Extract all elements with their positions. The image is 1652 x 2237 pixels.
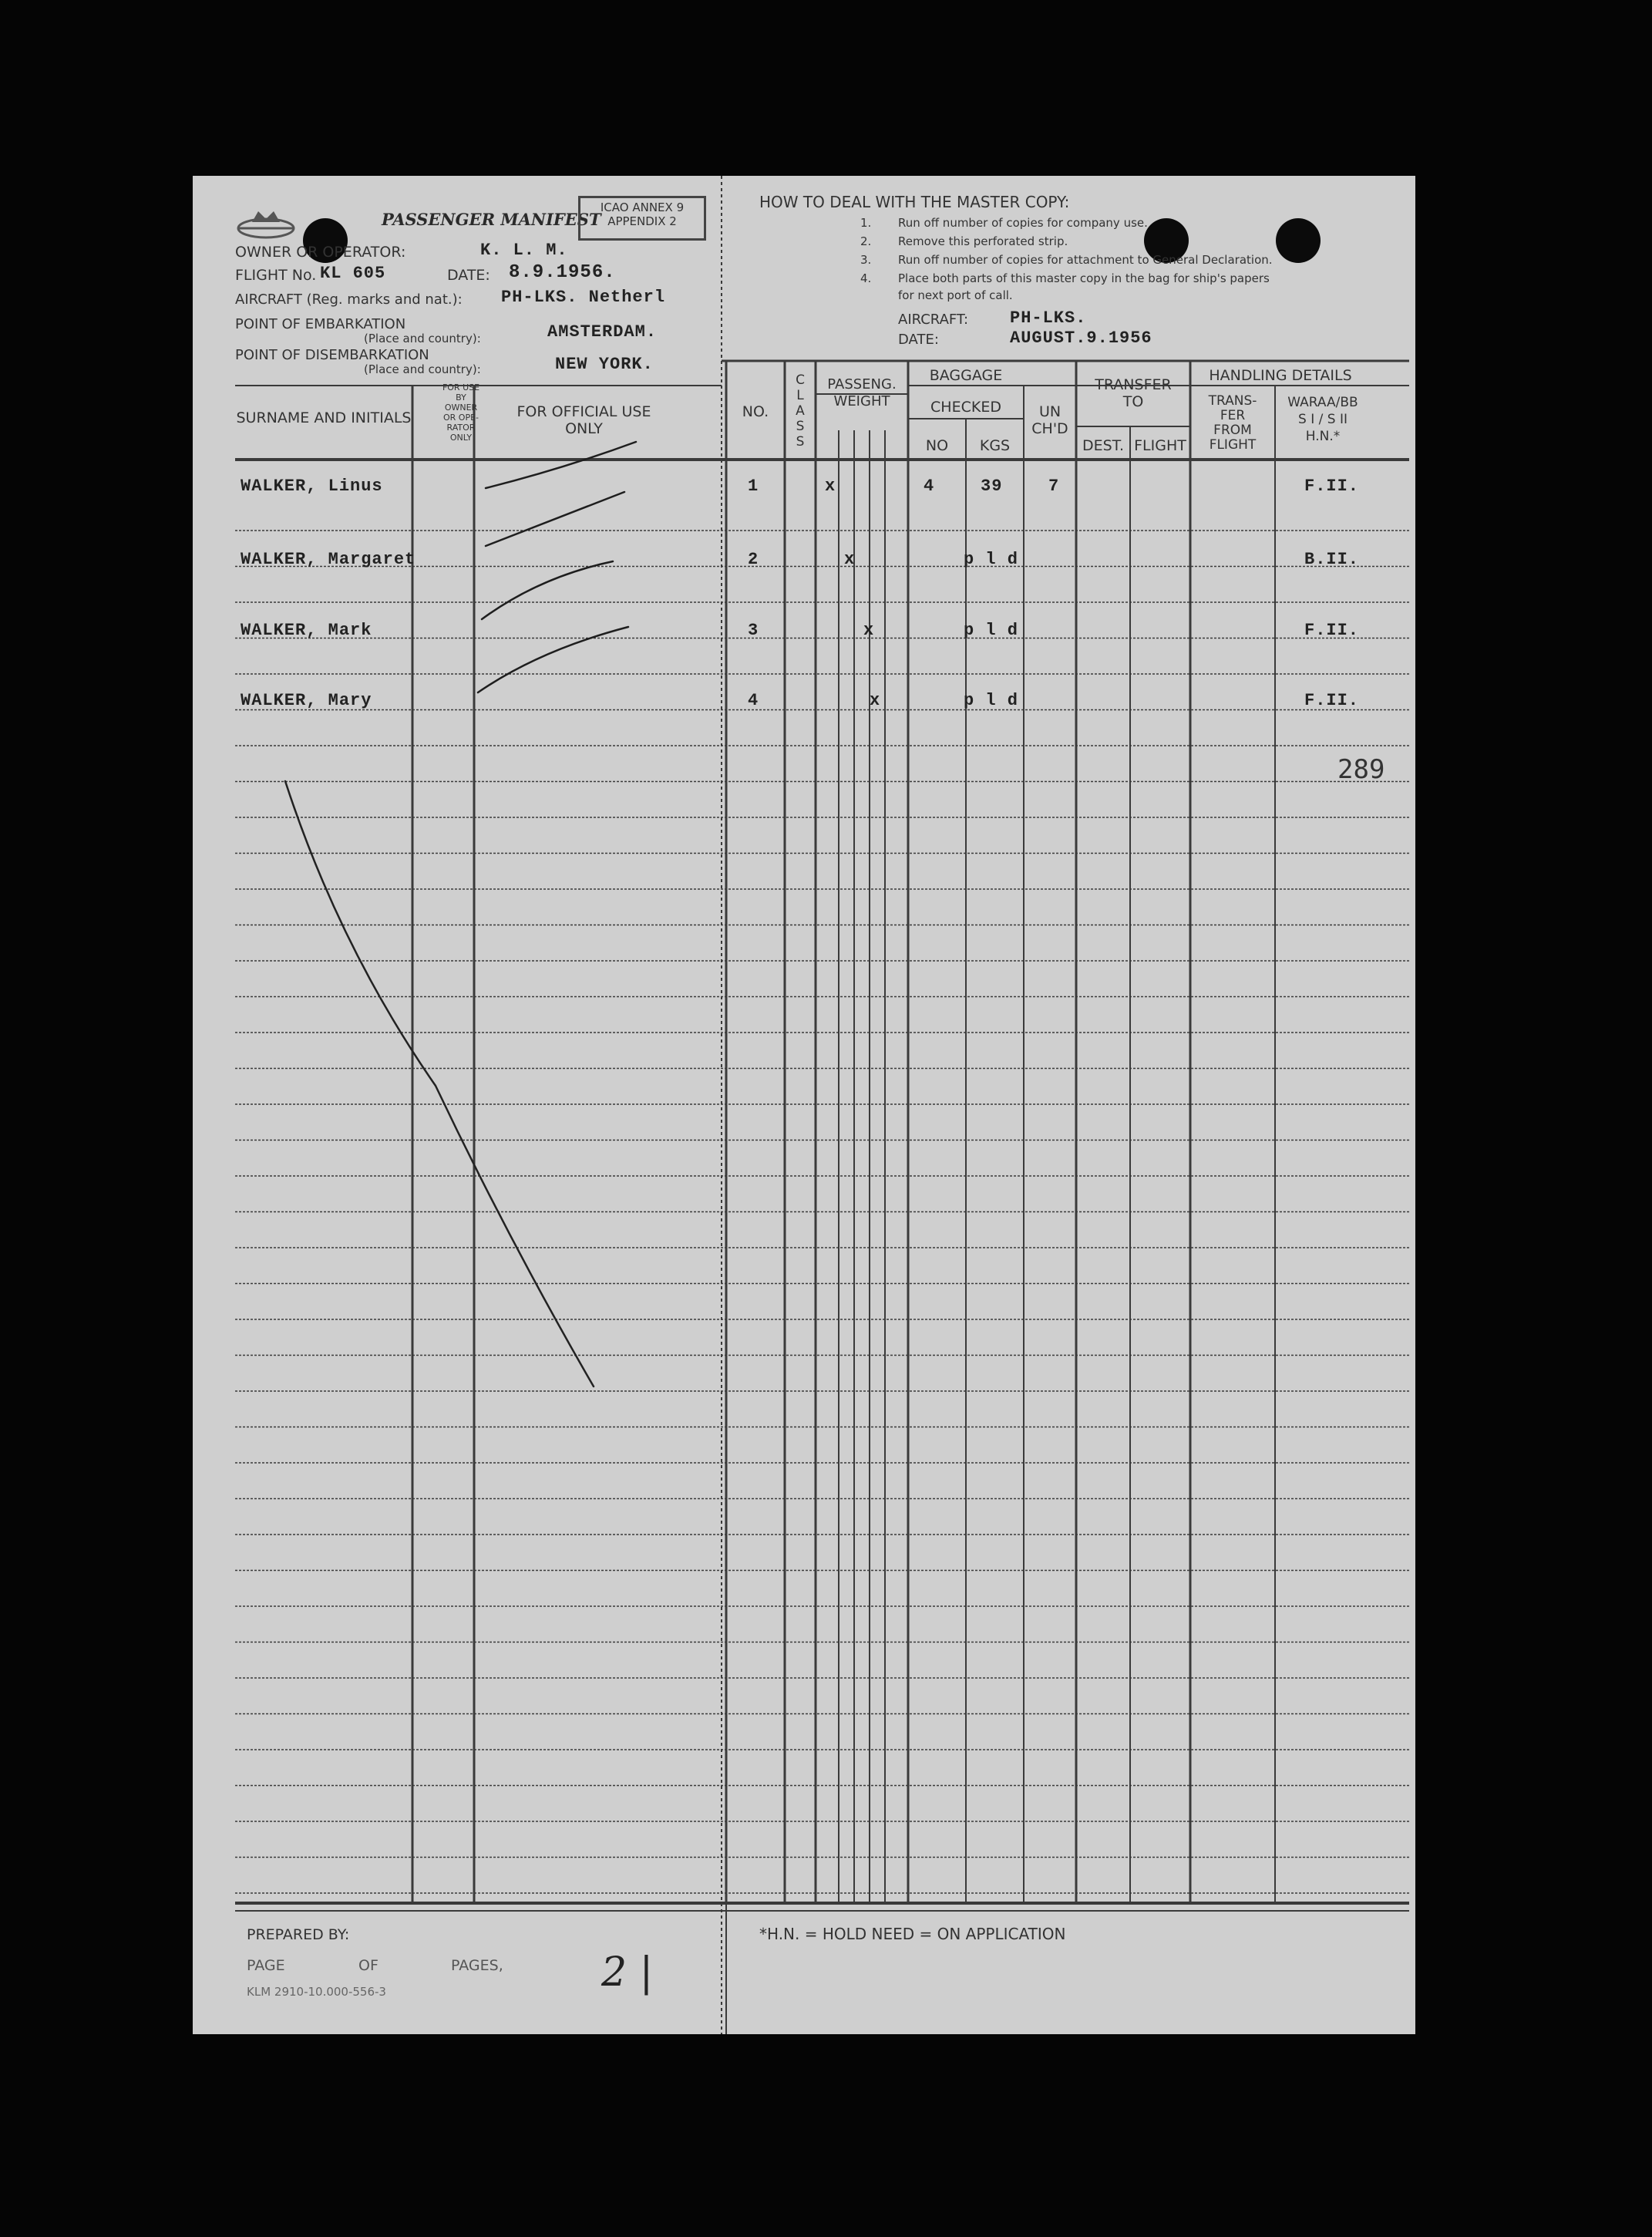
passenger-no: 2	[748, 550, 759, 569]
instructions-heading: HOW TO DEAL WITH THE MASTER COPY:	[759, 193, 1070, 211]
pen-stroke-mark	[486, 492, 624, 546]
col-waraa: WARAA/BB S I / S II H.N.*	[1287, 395, 1358, 444]
pen-stroke-mark	[486, 442, 636, 488]
aircraft-label: AIRCRAFT (Reg. marks and nat.):	[235, 291, 463, 308]
flight-value: KL 605	[320, 264, 386, 283]
col-baggage: BAGGAGE	[929, 367, 1003, 384]
col-checked: CHECKED	[930, 399, 1001, 416]
col-passeng-weight: PASSENG. WEIGHT	[827, 376, 897, 409]
date-label: DATE:	[447, 267, 490, 284]
class-mark: x	[863, 621, 875, 640]
instruction-text: Run off number of copies for company use.	[898, 216, 1148, 230]
passenger-name: WALKER, Margaret	[241, 550, 416, 569]
handling-code: F.II.	[1304, 691, 1360, 710]
punch-hole	[1276, 218, 1321, 263]
pages-label: PAGES,	[451, 1957, 503, 1974]
instruction-text: Run off number of copies for attachment to General Declaration.	[898, 253, 1273, 267]
pen-stroke-diagonal	[285, 781, 594, 1386]
pen-stroke-mark	[478, 627, 628, 692]
prepared-by-label: PREPARED BY:	[247, 1926, 350, 1943]
bag-count: 4	[924, 477, 935, 496]
page-label: PAGE	[247, 1957, 285, 1974]
class-mark: x	[844, 550, 856, 569]
of-label: OF	[358, 1957, 379, 1974]
col-handling: HANDLING DETAILS	[1209, 367, 1352, 384]
form-grid-lines	[193, 176, 1415, 2034]
manifest-sheet	[193, 176, 1415, 2034]
col-flight: FLIGHT	[1134, 437, 1186, 454]
owner-value: K. L. M.	[480, 241, 568, 260]
instruction-number: 1.	[860, 216, 872, 230]
embarkation-sub: (Place and country):	[364, 332, 481, 345]
owner-label: OWNER OR OPERATOR:	[235, 244, 406, 261]
instruction-text-cont: for next port of call.	[898, 288, 1013, 302]
bag-kgs: 39	[981, 477, 1003, 496]
bag-pld: p l d	[964, 550, 1019, 569]
bag-pld: p l d	[964, 621, 1019, 640]
col-dest: DEST.	[1082, 437, 1125, 454]
handwritten-page-count: 2 |	[601, 1949, 654, 1996]
instruction-number: 2.	[860, 234, 872, 248]
form-title: PASSENGER MANIFEST	[382, 210, 601, 229]
passenger-no: 1	[748, 477, 759, 496]
form-code: KLM 2910-10.000-556-3	[247, 1985, 386, 1999]
embarkation-label: POINT OF EMBARKATION	[235, 316, 406, 332]
col-class: C L A S S	[796, 372, 805, 450]
instruction-number: 3.	[860, 253, 872, 267]
col-kgs: KGS	[979, 437, 1011, 454]
class-mark: x	[825, 477, 836, 496]
embarkation-value: AMSTERDAM.	[547, 322, 658, 342]
disembarkation-value: NEW YORK.	[555, 355, 654, 374]
passenger-no: 3	[748, 621, 759, 640]
disembarkation-label: POINT OF DISEMBARKATION	[235, 347, 429, 363]
passenger-name: WALKER, Linus	[241, 477, 383, 496]
bag-pld: p l d	[964, 691, 1019, 710]
bag-unchecked: 7	[1048, 477, 1060, 496]
aircraft-value: PH-LKS. Netherl	[501, 288, 666, 307]
pen-stroke-mark	[482, 561, 613, 619]
handling-code: F.II.	[1304, 477, 1360, 496]
flight-label: FLIGHT No.	[235, 267, 317, 284]
passenger-name: WALKER, Mary	[241, 691, 372, 710]
page-number: 289	[1337, 754, 1385, 785]
disembarkation-sub: (Place and country):	[364, 362, 481, 376]
class-mark: x	[870, 691, 881, 710]
col-official-use: FOR OFFICIAL USE ONLY	[516, 403, 651, 437]
instruction-text: Remove this perforated strip.	[898, 234, 1068, 248]
col-transfer-to: TRANSFER TO	[1095, 376, 1172, 410]
passenger-name: WALKER, Mark	[241, 621, 372, 640]
instruction-number: 4.	[860, 271, 872, 285]
klm-crown-logo	[235, 205, 297, 247]
col-unchd: UN CH'D	[1031, 403, 1068, 437]
icao-box	[578, 196, 706, 241]
handling-code: B.II.	[1304, 550, 1360, 569]
col-no: NO.	[742, 403, 769, 420]
col-bag-no: NO	[925, 437, 949, 454]
date-value: 8.9.1956.	[509, 262, 616, 283]
col-transfer-from: TRANS- FER FROM FLIGHT	[1208, 393, 1257, 453]
passenger-no: 4	[748, 691, 759, 710]
instr-aircraft-value: PH-LKS.	[1010, 308, 1087, 328]
icao-appendix: APPENDIX 2	[607, 214, 677, 228]
instr-date-value: AUGUST.9.1956	[1010, 328, 1152, 348]
col-owner-use: FOR USE BY OWNER OR OPE- RATOR ONLY	[442, 382, 480, 443]
hn-footnote: *H.N. = HOLD NEED = ON APPLICATION	[759, 1925, 1066, 1943]
instr-date-label: DATE:	[898, 332, 939, 348]
instr-aircraft-label: AIRCRAFT:	[898, 312, 969, 328]
icao-annex: ICAO ANNEX 9	[600, 200, 685, 214]
col-surname: SURNAME AND INITIALS	[236, 409, 412, 426]
handling-code: F.II.	[1304, 621, 1360, 640]
instruction-text: Place both parts of this master copy in the bag for ship's papers	[898, 271, 1270, 285]
